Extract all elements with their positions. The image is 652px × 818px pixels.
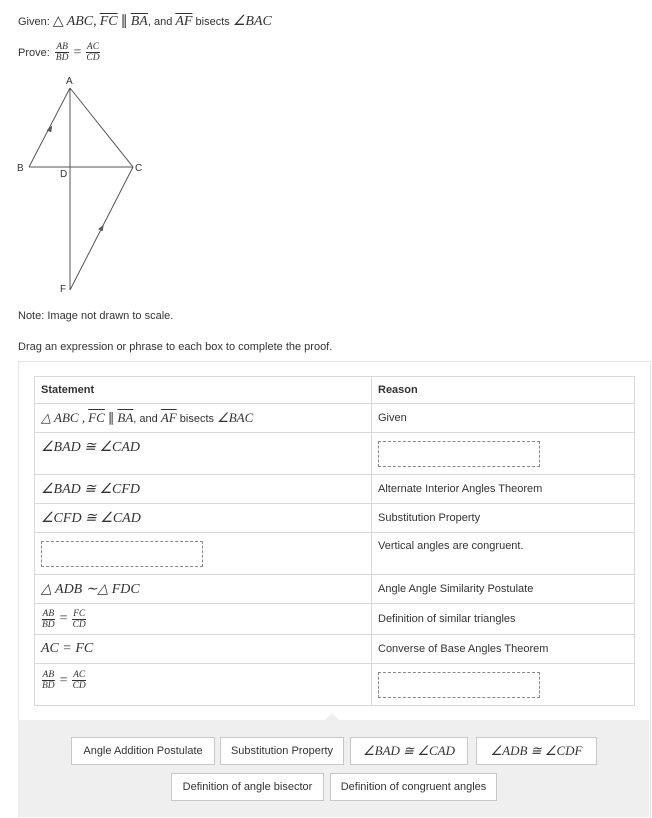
given-label: Given:: [18, 16, 50, 28]
table-row: [35, 604, 635, 635]
statement-cell: △ ADB ∼△ FDC: [35, 575, 372, 604]
reason-cell: Substitution Property: [372, 504, 635, 533]
reason-cell: Converse of Base Angles Theorem: [372, 635, 635, 664]
reason-cell: Alternate Interior Angles Theorem: [372, 475, 635, 504]
parallel-arrow-fc: [98, 223, 105, 231]
prove-statement: Prove: $\frac{AB}{BD}$ = $\frac{AC}{CD}$: [18, 42, 100, 63]
table-row: [35, 635, 635, 664]
point-label-d: D: [60, 169, 68, 180]
tile-angle-addition-postulate[interactable]: Angle Addition Postulate: [71, 737, 215, 765]
table-row: [35, 504, 635, 533]
table-header-row: [35, 377, 635, 404]
reason-cell: Vertical angles are congruent.: [372, 533, 635, 575]
segment-ac: [70, 88, 133, 167]
statement-cell: ∠CFD ≅ ∠CAD: [35, 504, 372, 533]
point-label-f: F: [60, 284, 67, 295]
triangle-symbol: △: [52, 14, 64, 29]
reason-cell: Definition of similar triangles: [372, 604, 635, 635]
table-row: [35, 433, 635, 475]
tile-angle-bad-congruent-cad[interactable]: ∠BAD ≅ ∠CAD: [350, 737, 468, 765]
statement-header: Statement: [35, 377, 372, 404]
given-and: , and: [147, 16, 173, 28]
table-row: [35, 575, 635, 604]
statement-cell: ∠BAD ≅ ∠CAD: [35, 433, 372, 475]
statement-cell: △ ABC , $\overline{FC}$ ∥ $\overline{BA}$, and $\overline{AF}$ bisects ∠BAC: [35, 404, 372, 433]
proof-table: [34, 376, 635, 706]
given-statement: Given: △ ABC, $\overline{FC}$ ∥ $\overline{BA}$, and $\overline{AF}$ bisects ∠BAC: [18, 14, 272, 29]
statement-cell: $\frac{AB}{BD}$ = $\frac{FC}{CD}$: [35, 604, 372, 635]
point-label-a: A: [66, 76, 73, 87]
table-row: [35, 533, 635, 575]
given-bisects: bisects: [195, 16, 230, 28]
given-segment-ba: $\overline{BA}$: [130, 14, 148, 29]
table-row: [35, 664, 635, 706]
given-segment-fc: $\overline{FC}$: [99, 14, 118, 29]
statement-cell: AC = FC: [35, 635, 372, 664]
reason-cell: [372, 433, 635, 475]
point-label-b: B: [17, 163, 24, 174]
prove-lhs-fraction: $\frac{AB}{BD}$: [55, 42, 69, 63]
instructions-text: Drag an expression or phrase to each box to complete the proof.: [18, 341, 333, 353]
answer-tray: [18, 720, 649, 817]
reason-cell: Angle Angle Similarity Postulate: [372, 575, 635, 604]
tile-substitution-property[interactable]: Substitution Property: [220, 737, 344, 765]
table-row: [35, 404, 635, 433]
segment-ab: [29, 88, 70, 167]
point-label-c: C: [135, 163, 143, 174]
reason-drop-box-1[interactable]: [378, 441, 540, 467]
reason-drop-box-2[interactable]: [378, 672, 540, 698]
geometry-figure: [0, 70, 180, 300]
statement-drop-box[interactable]: [41, 541, 203, 567]
tile-definition-of-angle-bisector[interactable]: Definition of angle bisector: [171, 773, 324, 801]
table-row: [35, 475, 635, 504]
prove-label: Prove:: [18, 46, 50, 59]
tile-definition-of-congruent-angles[interactable]: Definition of congruent angles: [330, 773, 497, 801]
given-angle: ∠BAC: [232, 14, 272, 29]
statement-cell: ∠BAD ≅ ∠CFD: [35, 475, 372, 504]
statement-cell: [35, 533, 372, 575]
parallel-symbol: ∥: [120, 14, 128, 29]
note-text: Note: Image not drawn to scale.: [18, 310, 174, 322]
reason-cell: [372, 664, 635, 706]
reason-header: Reason: [372, 377, 635, 404]
reason-cell: Given: [372, 404, 635, 433]
given-triangle: ABC: [66, 14, 94, 29]
prove-rhs-fraction: $\frac{AC}{CD}$: [86, 42, 100, 63]
tile-angle-adb-congruent-cdf[interactable]: ∠ADB ≅ ∠CDF: [476, 737, 597, 765]
statement-cell: $\frac{AB}{BD}$ = $\frac{AC}{CD}$: [35, 664, 372, 706]
given-segment-af: $\overline{AF}$: [175, 14, 193, 29]
